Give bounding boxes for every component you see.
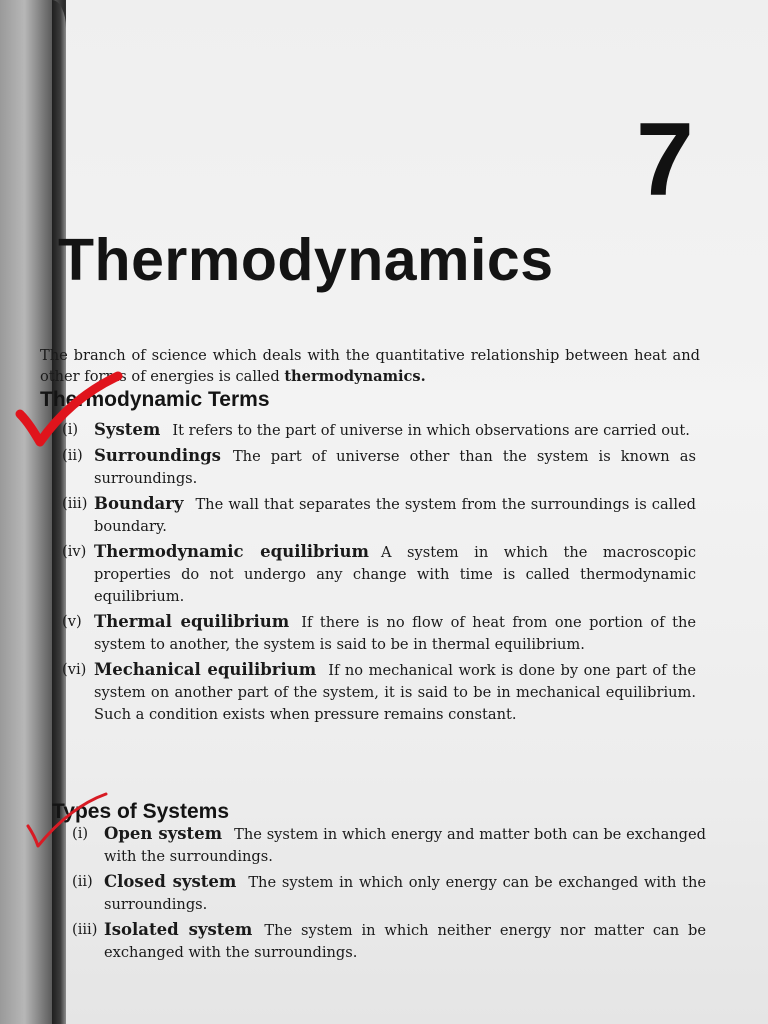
list-item [62, 493, 696, 538]
intro-text: The branch of science which deals with the quantitative relationship between heat and other forms of energies is called [40, 346, 700, 385]
item-number: (vi) [62, 661, 87, 678]
item-term: Thermal equilibrium [94, 612, 290, 631]
list-item [72, 919, 706, 964]
item-term: Open system [104, 824, 223, 843]
list-item [62, 659, 696, 726]
item-number: (v) [62, 613, 82, 630]
item-number: (iii) [62, 495, 88, 512]
list-item [62, 541, 696, 608]
item-number: (i) [72, 825, 89, 842]
list-item [72, 823, 706, 868]
item-term: Mechanical equilibrium [94, 660, 317, 679]
item-description: If there is no flow of heat from one portion of the system to another, the system is said to be in thermal equilibrium. [94, 614, 696, 653]
item-number: (iii) [72, 921, 98, 938]
list-item [72, 871, 706, 916]
item-number: (ii) [62, 447, 83, 464]
item-term: Boundary [94, 494, 184, 513]
list-item [62, 445, 696, 490]
item-term: System [94, 420, 161, 439]
list-item [62, 611, 696, 656]
item-description: The system in which only energy can be exchanged with the surroundings. [104, 874, 707, 913]
section-heading-terms: Thermodynamic Terms [40, 388, 270, 411]
list-item [62, 419, 696, 442]
textbook-page [40, 0, 768, 1024]
item-description: If no mechanical work is done by one part of the system on another part of the system, it is said to be in mechanical equilibrium. Such a condition exists when pressure remains constant. [94, 662, 696, 723]
chapter-number: 7 [636, 102, 694, 218]
item-description: It refers to the part of universe in which observations are carried out. [172, 422, 690, 439]
intro-bold-term: thermodynamics. [284, 367, 426, 385]
section-heading-systems: Types of Systems [52, 800, 230, 823]
item-term: Isolated system [104, 920, 253, 939]
item-description: A system in which the macroscopic properties do not undergo any change with time is called thermodynamic equilibrium. [94, 544, 696, 605]
item-number: (i) [62, 421, 79, 438]
terms-list [62, 419, 696, 729]
chapter-title: Thermodynamics [58, 227, 554, 293]
item-description: The part of universe other than the system is known as surroundings. [94, 448, 696, 487]
item-term: Closed system [104, 872, 237, 891]
item-number: (iv) [62, 543, 87, 560]
item-description: The wall that separates the system from the surroundings is called boundary. [94, 496, 696, 535]
item-description: The system in which neither energy nor matter can be exchanged with the surroundings. [104, 922, 706, 961]
systems-list [72, 823, 706, 967]
item-description: The system in which energy and matter both can be exchanged with the surroundings. [104, 826, 706, 865]
intro-paragraph [40, 345, 700, 387]
item-term: Surroundings [94, 446, 221, 465]
item-number: (ii) [72, 873, 93, 890]
item-term: Thermodynamic equilibrium [94, 542, 369, 561]
